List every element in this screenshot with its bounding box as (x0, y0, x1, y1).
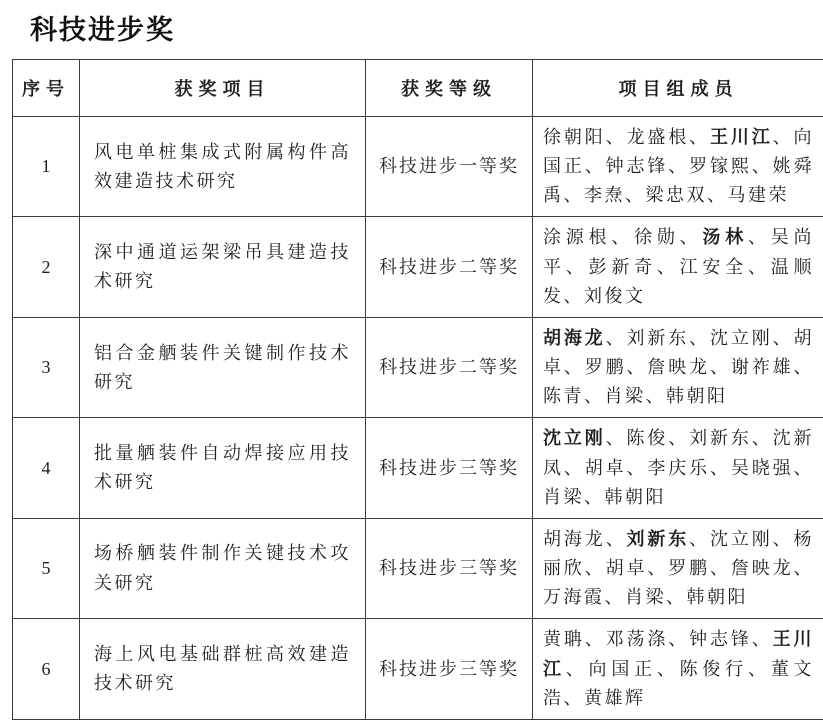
project-members (533, 619, 823, 719)
project-members (533, 317, 823, 417)
col-header-level: 获奖等级 (366, 60, 533, 117)
row-serial: 5 (13, 518, 80, 618)
member-names: 、刘新东、沈立刚、胡卓、罗鹏、詹映龙、谢祚雄、陈青、肖梁、韩朝阳 (543, 328, 814, 406)
project-name: 批量舾装件自动焊接应用技术研究 (80, 418, 366, 518)
col-header-members: 项目组成员 (533, 60, 823, 117)
row-serial: 1 (13, 117, 80, 217)
project-members (533, 217, 823, 317)
member-names: 黄聃、邓荡涤、钟志锋、 (543, 629, 773, 649)
member-names: 、陈俊、刘新东、沈新凤、胡卓、李庆乐、吴晓强、肖梁、韩朝阳 (543, 428, 814, 506)
award-level: 科技进步三等奖 (366, 619, 533, 719)
member-name-bold: 胡海龙 (543, 328, 606, 348)
project-name: 铝合金舾装件关键制作技术研究 (80, 317, 366, 417)
member-name-bold: 沈立刚 (543, 428, 606, 448)
project-name: 海上风电基础群桩高效建造技术研究 (80, 619, 366, 719)
member-names: 、向国正、陈俊行、董文浩、黄雄辉 (543, 659, 814, 708)
member-name-bold: 王川江 (543, 629, 814, 678)
member-name-bold: 汤林 (702, 227, 748, 247)
award-level: 科技进步三等奖 (366, 518, 533, 618)
member-name-bold: 王川江 (710, 127, 773, 147)
header-row (13, 60, 823, 117)
awards-table (12, 59, 823, 720)
row-serial: 6 (13, 619, 80, 719)
col-header-serial: 序号 (13, 60, 80, 117)
member-names: 涂源根、徐勋、 (543, 227, 702, 247)
row-serial: 4 (13, 418, 80, 518)
award-level: 科技进步三等奖 (366, 418, 533, 518)
member-names: 、向国正、钟志锋、罗镓熙、姚舜禹、李焘、梁忠双、马建荣 (543, 127, 814, 205)
table-row (13, 217, 823, 317)
award-level: 科技进步二等奖 (366, 217, 533, 317)
table-row (13, 317, 823, 417)
table-row (13, 619, 823, 719)
member-names: 胡海龙、 (543, 529, 627, 549)
award-level: 科技进步二等奖 (366, 317, 533, 417)
project-name: 场桥舾装件制作关键技术攻关研究 (80, 518, 366, 618)
member-name-bold: 刘新东 (627, 529, 690, 549)
member-names: 、吴尚平、彭新奇、江安全、温顺发、刘俊文 (543, 227, 814, 305)
award-level: 科技进步一等奖 (366, 117, 533, 217)
project-members (533, 117, 823, 217)
table-row (13, 418, 823, 518)
project-name: 深中通道运架梁吊具建造技术研究 (80, 217, 366, 317)
member-names: 、沈立刚、杨丽欣、胡卓、罗鹏、詹映龙、万海霞、肖梁、韩朝阳 (543, 529, 814, 607)
row-serial: 3 (13, 317, 80, 417)
table-row (13, 117, 823, 217)
member-names: 徐朝阳、龙盛根、 (543, 127, 710, 147)
project-members (533, 518, 823, 618)
table-row (13, 518, 823, 618)
project-name: 风电单桩集成式附属构件高效建造技术研究 (80, 117, 366, 217)
page-title: 科技进步奖 (30, 8, 818, 47)
project-members (533, 418, 823, 518)
row-serial: 2 (13, 217, 80, 317)
col-header-project: 获奖项目 (80, 60, 366, 117)
